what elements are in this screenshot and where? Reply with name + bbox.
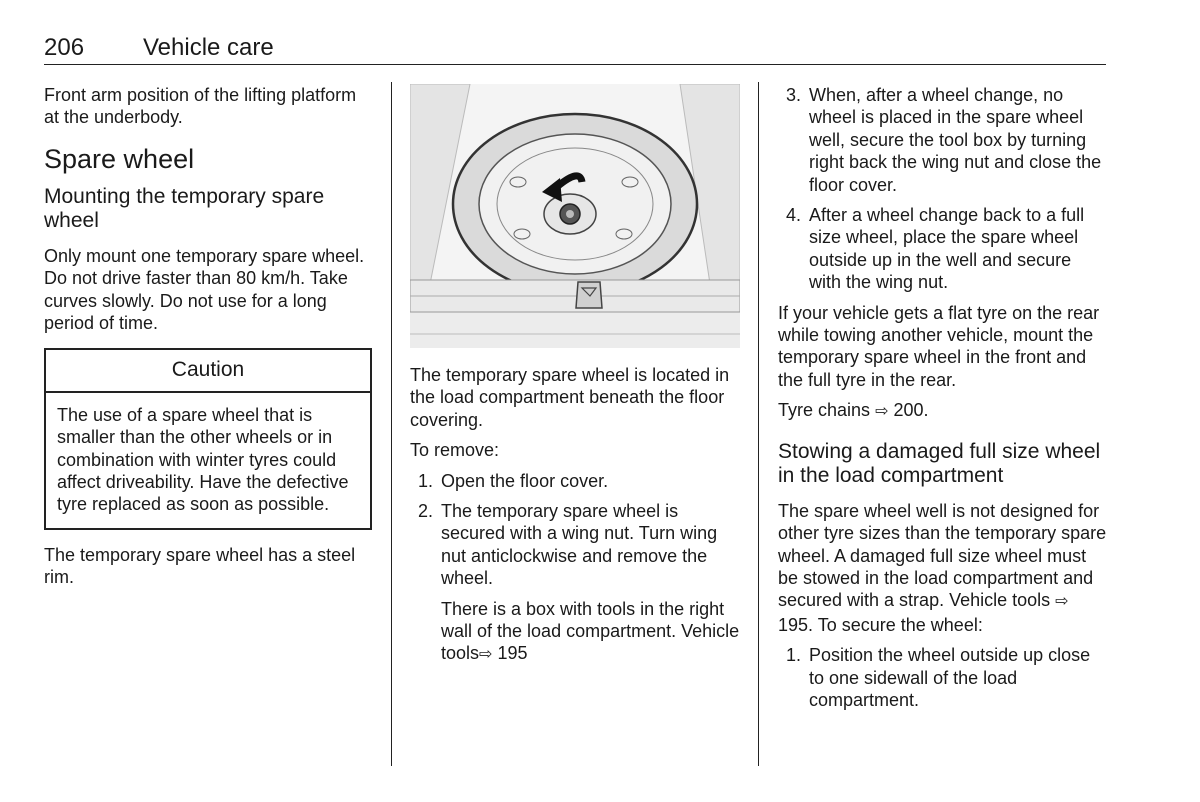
stowing-steps — [778, 644, 1108, 711]
paragraph: The temporary spare wheel has a steel rim. — [44, 544, 356, 588]
step-text: After a wheel change back to a full size wheel, place the spare wheel outside up in the well and secure with the wing nut. — [809, 205, 1085, 293]
reference-arrow-icon: ⇨ — [875, 403, 889, 421]
paragraph — [778, 500, 1108, 636]
caution-title: Caution — [46, 350, 370, 392]
column-divider — [391, 82, 392, 766]
list-item — [778, 84, 1108, 196]
reference-arrow-icon: ⇨ — [479, 646, 493, 664]
spare-wheel-image — [410, 84, 740, 348]
list-item — [778, 204, 1108, 294]
column-2 — [410, 84, 742, 675]
list-item — [410, 470, 742, 492]
paragraph-text: To secure the wheel: — [817, 614, 983, 635]
section-title: Vehicle care — [143, 34, 274, 61]
spare-wheel-illustration — [410, 84, 740, 348]
caution-box — [44, 348, 372, 529]
tyre-chains-label: Tyre chains — [778, 400, 871, 421]
heading-spare-wheel: Spare wheel — [44, 143, 195, 174]
paragraph-text: The spare wheel well is not designed for other tyre sizes than the temporary spare wheel. A damaged full size wheel must be stowed in the load compartment and secured with a strap. Vehicle tools — [778, 500, 1107, 611]
column-1 — [44, 84, 372, 597]
subheading-mounting: Mounting the temporary spare wheel — [44, 184, 325, 232]
step-note-text: There is a box with tools in the right wall of the load compartment. Vehicle tools — [441, 598, 740, 664]
list-item — [410, 500, 742, 667]
step-text: Open the floor cover. — [441, 470, 609, 491]
list-item — [778, 644, 1108, 711]
page-reference-link[interactable]: 195. — [778, 614, 814, 635]
step-text: When, after a wheel change, no wheel is placed in the spare wheel well, secure the tool box by turning right back the wing nut and close the floor cover. — [809, 85, 1102, 195]
header-rule — [44, 64, 1106, 65]
step-number: 1. — [786, 645, 802, 666]
subheading-stowing: Stowing a damaged full size wheel in the load compartment — [778, 439, 1101, 487]
steps-continued — [778, 84, 1108, 294]
figure-caption: The temporary spare wheel is located in the load compartment beneath the floor covering. — [410, 365, 730, 430]
paragraph: Only mount one temporary spare wheel. Do not drive faster than 80 km/h. Take curves slowly. Do not use for a long period of time. — [44, 245, 365, 334]
to-remove-label: To remove: — [410, 440, 500, 461]
step-text: The temporary spare wheel is secured with a wing nut. Turn wing nut anticlockwise and remove the wheel. — [441, 501, 718, 589]
tyre-chains-reference — [778, 399, 1108, 423]
removal-steps — [410, 470, 742, 667]
step-text: Position the wheel outside up close to one sidewall of the load compartment. — [809, 645, 1091, 710]
step-number: 1. — [418, 470, 434, 491]
step-number: 2. — [418, 501, 434, 522]
intro-text: Front arm position of the lifting platform at the underbody. — [44, 85, 357, 128]
column-3 — [778, 84, 1108, 719]
paragraph: If your vehicle gets a flat tyre on the rear while towing another vehicle, mount the temporary spare wheel in the front and the full tyre in the rear. — [778, 302, 1100, 390]
column-divider — [758, 82, 759, 766]
step-number: 4. — [786, 205, 802, 226]
page-reference-link[interactable]: 200. — [893, 400, 929, 421]
page-number: 206 — [44, 34, 85, 61]
step-note — [441, 598, 742, 667]
page-reference-link[interactable]: 195 — [497, 643, 528, 664]
reference-arrow-icon: ⇨ — [1055, 593, 1069, 611]
caution-text: The use of a spare wheel that is smaller than the other wheels or in combination with winter tyres could affect driveability. Have the defective tyre replaced as soon as possible. — [57, 404, 349, 515]
step-number: 3. — [786, 85, 802, 105]
